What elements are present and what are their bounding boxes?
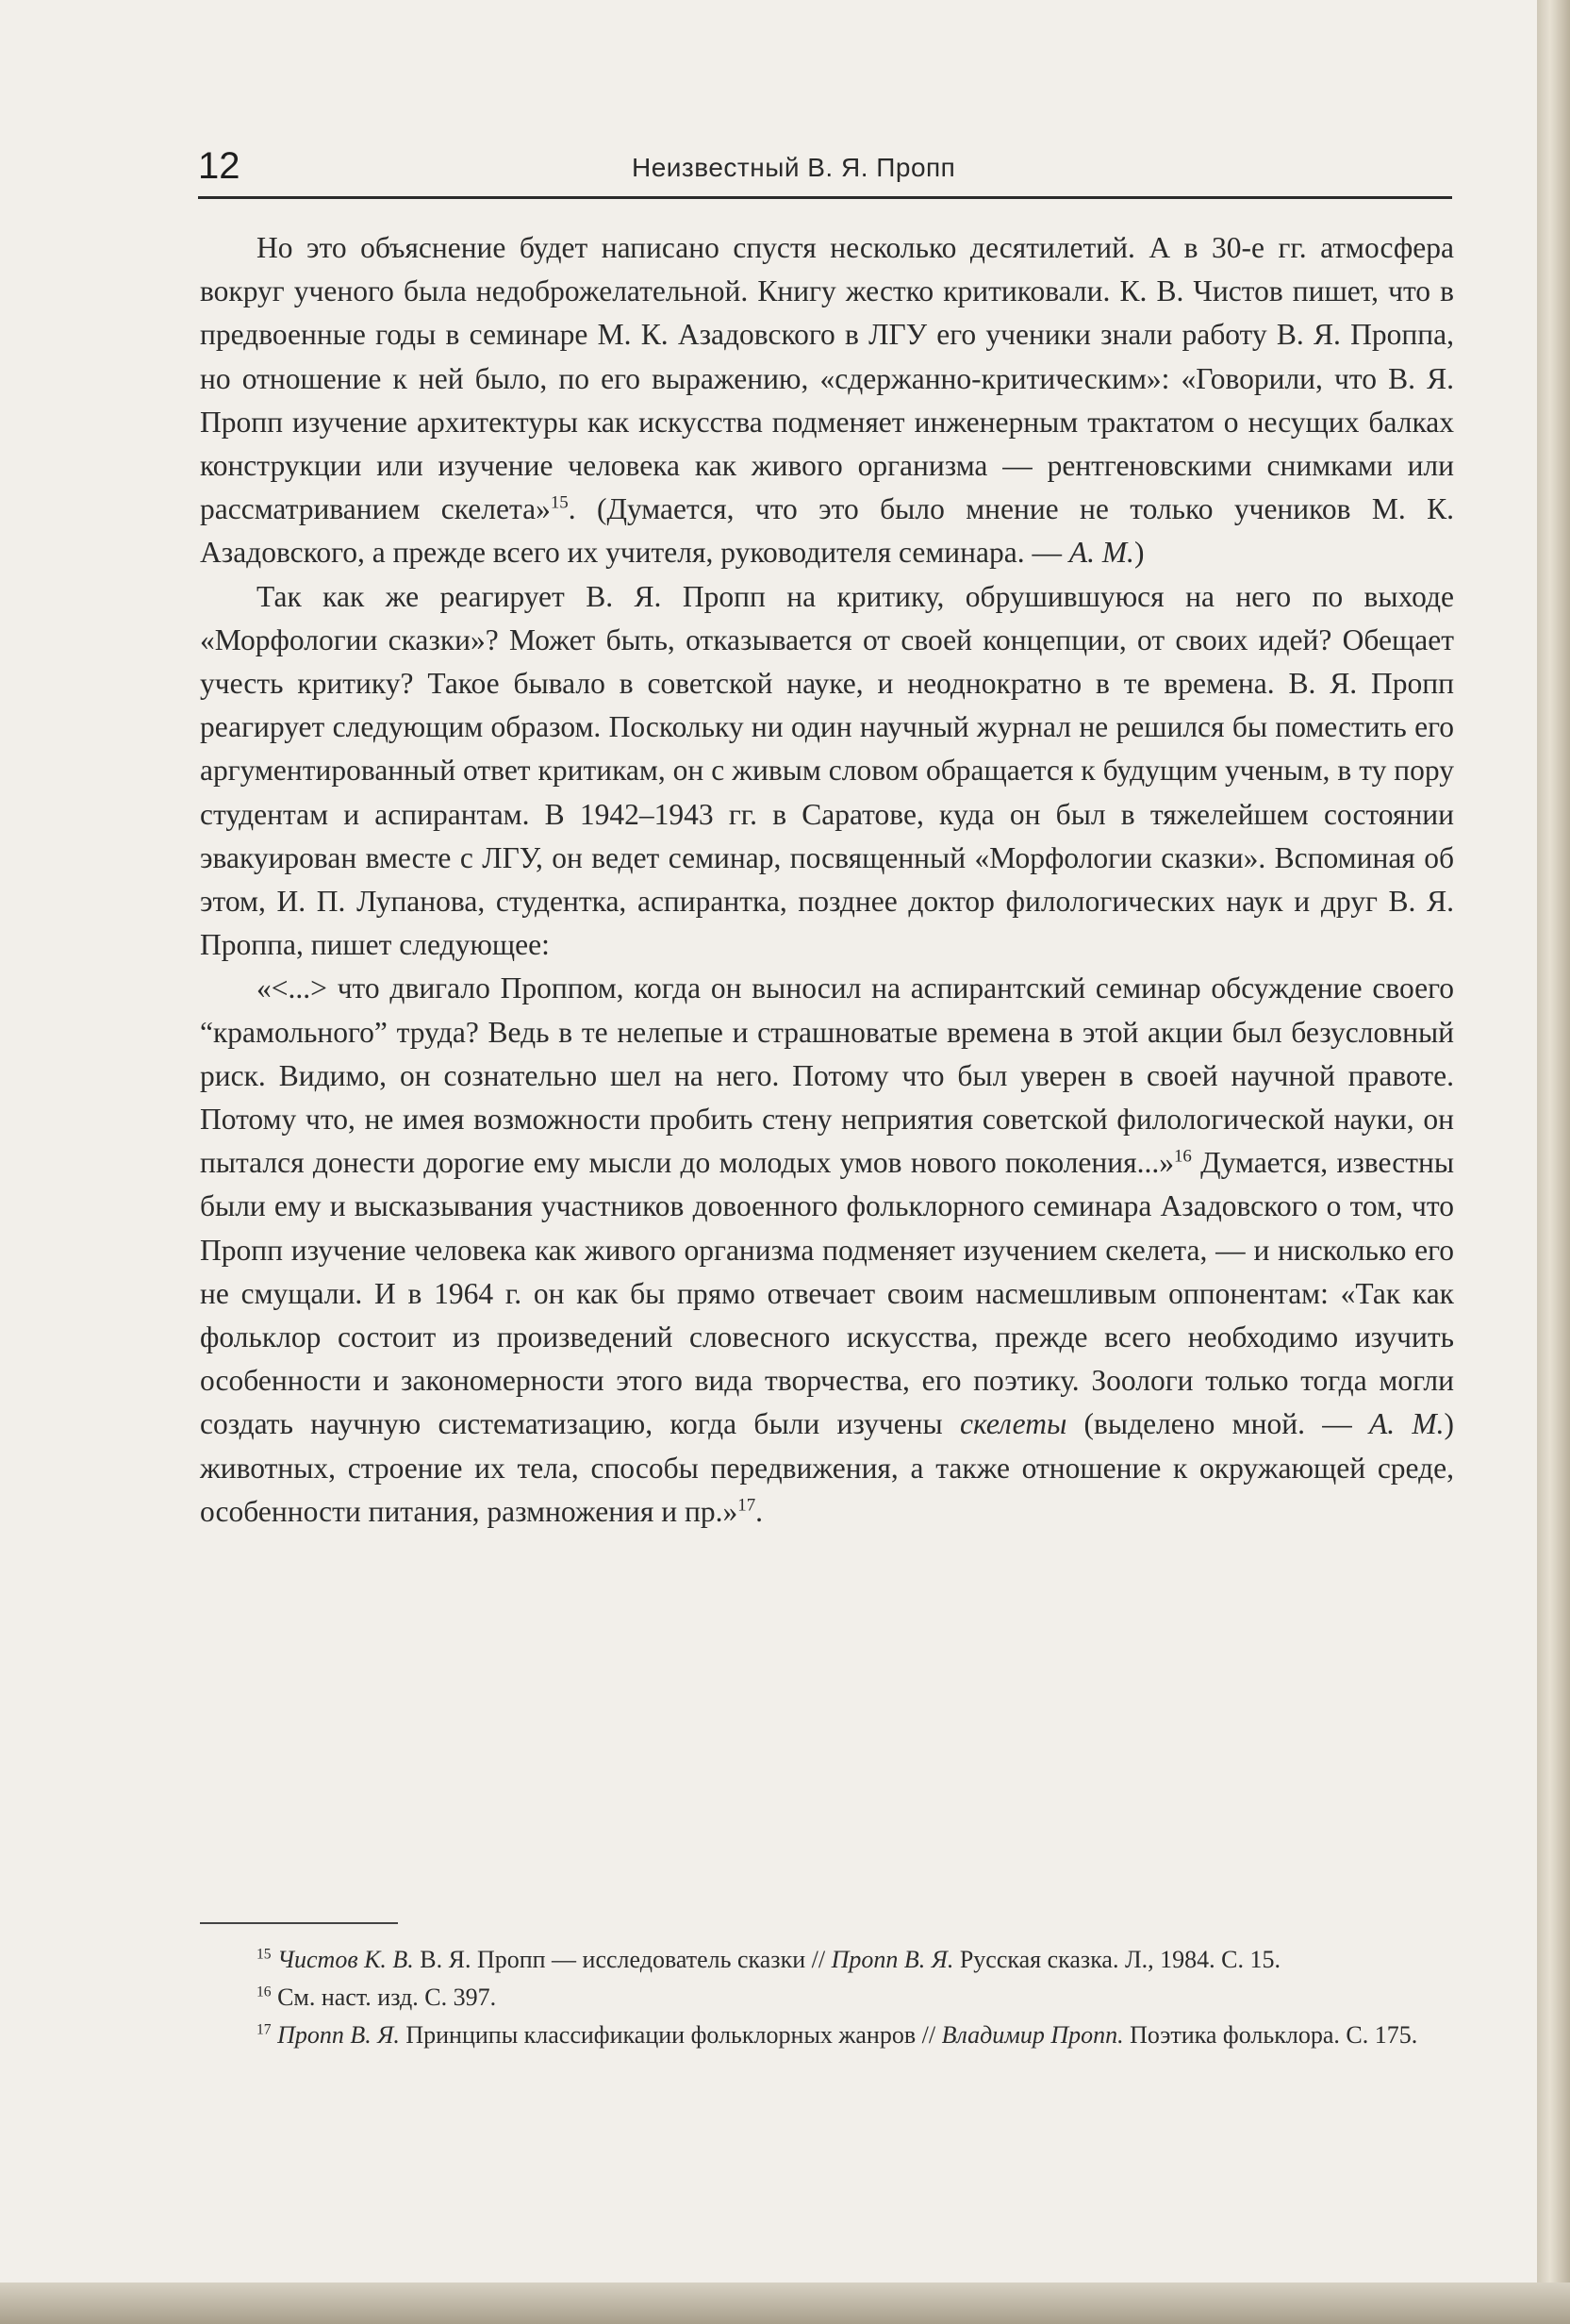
page-edge [1537, 0, 1570, 2324]
page-bottom-edge [0, 2282, 1570, 2324]
quote-lupanova: «<...> что двигало Проппом, когда он выносил на аспирантский семинар обсуждение своего “крамольного” труда? Ведь в те нелепые и страшноватые времена в этой акции был безусловный риск. Видимо, он сознательно шел на него. Потому что был уверен в своей научной правоте. Потому что, не имея возможности пробить стену неприятия советской филологической науки, он пытался донести дорогие ему мысли до молодых умов нового поколения...» [200, 971, 1454, 1180]
footnote-divider [200, 1922, 398, 1924]
footnote-author: Пропп В. Я. [277, 2021, 400, 2049]
paragraph-3-tail: Думается, известны были ему и высказывания участников довоенного фольклорного семинара Азадовского о том, что Пропп изучение человека как живого организма подменяет изучением скелета, — и нисколько его не смущали. И в 1964 г. он как бы прямо отвечает своим насмешливым оппонентам: «Так как фольклор состоит из произведений словесного искусства, прежде всего необходимо изучить особенности и закономерности этого вида творчества, его поэтику. Зоологи только тогда могли создать научную систематизацию, когда были изучены [200, 1146, 1454, 1441]
footnote-16 [200, 1979, 1454, 2017]
footnote-text: См. наст. изд. С. 397. [271, 1984, 497, 2011]
paragraph-3-tail-2: (выделено мной. — [1066, 1407, 1369, 1441]
paragraph-2: Так как же реагирует В. Я. Пропп на критику, обрушившуюся на него по выходе «Морфологии сказки»? Может быть, отказывается от своей концепции, от своих идей? Обещает учесть критику? Такое бывало в советской науке, и неоднократно в те времена. В. Я. Пропп реагирует следующим образом. Поскольку ни один научный журнал не решился бы поместить его аргументированный ответ критикам, он с живым словом обращается к будущим ученым, в ту пору студентам и аспирантам. В 1942–1943 гг. в Саратове, куда он был в тяжелейшем состоянии эвакуирован вместе с ЛГУ, он ведет семинар, посвященный «Морфологии сказки». Вспоминая об этом, И. П. Лупанова, студентка, аспирантка, позднее доктор филологических наук и друг В. Я. Проппа, пишет следующее: [200, 579, 1454, 962]
footnote-text: Русская сказка. Л., 1984. С. 15. [953, 1946, 1281, 1973]
footnote-author: Владимир Пропп. [941, 2021, 1124, 2049]
author-initials: А. М. [1068, 536, 1134, 570]
paragraph-1 [200, 226, 1454, 575]
footnote-17 [200, 2017, 1454, 2054]
paragraph-3-end: . [755, 1494, 764, 1528]
paragraph-3-tail-3: ) животных, строение их тела, способы передвижения, а также отношение к окружающей среде, особенности питания, размножения и пр.» [200, 1407, 1455, 1528]
footnote-ref-17: 17 [737, 1495, 756, 1516]
author-initials: А. М. [1369, 1407, 1445, 1441]
footnotes [200, 1941, 1454, 2054]
footnote-author: Чистов К. В. [277, 1946, 414, 1973]
footnote-15 [200, 1941, 1454, 1979]
footnote-text: В. Я. Пропп — исследователь сказки // [413, 1946, 832, 1973]
emphasis-skeletons: скелеты [959, 1407, 1067, 1441]
footnote-author: Пропп В. Я. [831, 1946, 954, 1973]
footnote-ref-15: 15 [550, 492, 569, 513]
running-head [198, 140, 1452, 199]
paragraph-3 [200, 967, 1454, 1534]
footnote-number: 17 [256, 2021, 272, 2038]
paragraph-1-tail: . (Думается, что это было мнение не только учеников М. К. Азадовского, а прежде всего их учителя, руководителя семинара. — [200, 492, 1454, 570]
footnote-text: Поэтика фольклора. С. 175. [1123, 2021, 1418, 2049]
footnote-number: 15 [256, 1946, 272, 1963]
page-number: 12 [198, 145, 240, 187]
footnote-text: Принципы классификации фольклорных жанров // [399, 2021, 942, 2049]
paragraph-1-text: Но это объяснение будет написано спустя несколько десятилетий. А в 30-е гг. атмосфера вокруг ученого была недоброжелательной. Книгу жестко критиковали. К. В. Чистов пишет, что в предвоенные годы в семинаре М. К. Азадовского в ЛГУ его ученики знали работу В. Я. Проппа, но отношение к ней было, по его выражению, «сдержанно-критическим»: «Говорили, что В. Я. Пропп изучение архитектуры как искусства подменяет инженерным трактатом о несущих балках конструкции или изучение человека как живого организма — рентгеновскими снимками или рассматриванием скелета» [200, 231, 1454, 526]
running-title: Неизвестный В. Я. Пропп [632, 153, 956, 182]
paragraph-1-end: ) [1133, 536, 1145, 570]
main-text [200, 226, 1454, 1534]
footnote-ref-16: 16 [1173, 1146, 1192, 1167]
footnote-number: 16 [256, 1984, 272, 2000]
